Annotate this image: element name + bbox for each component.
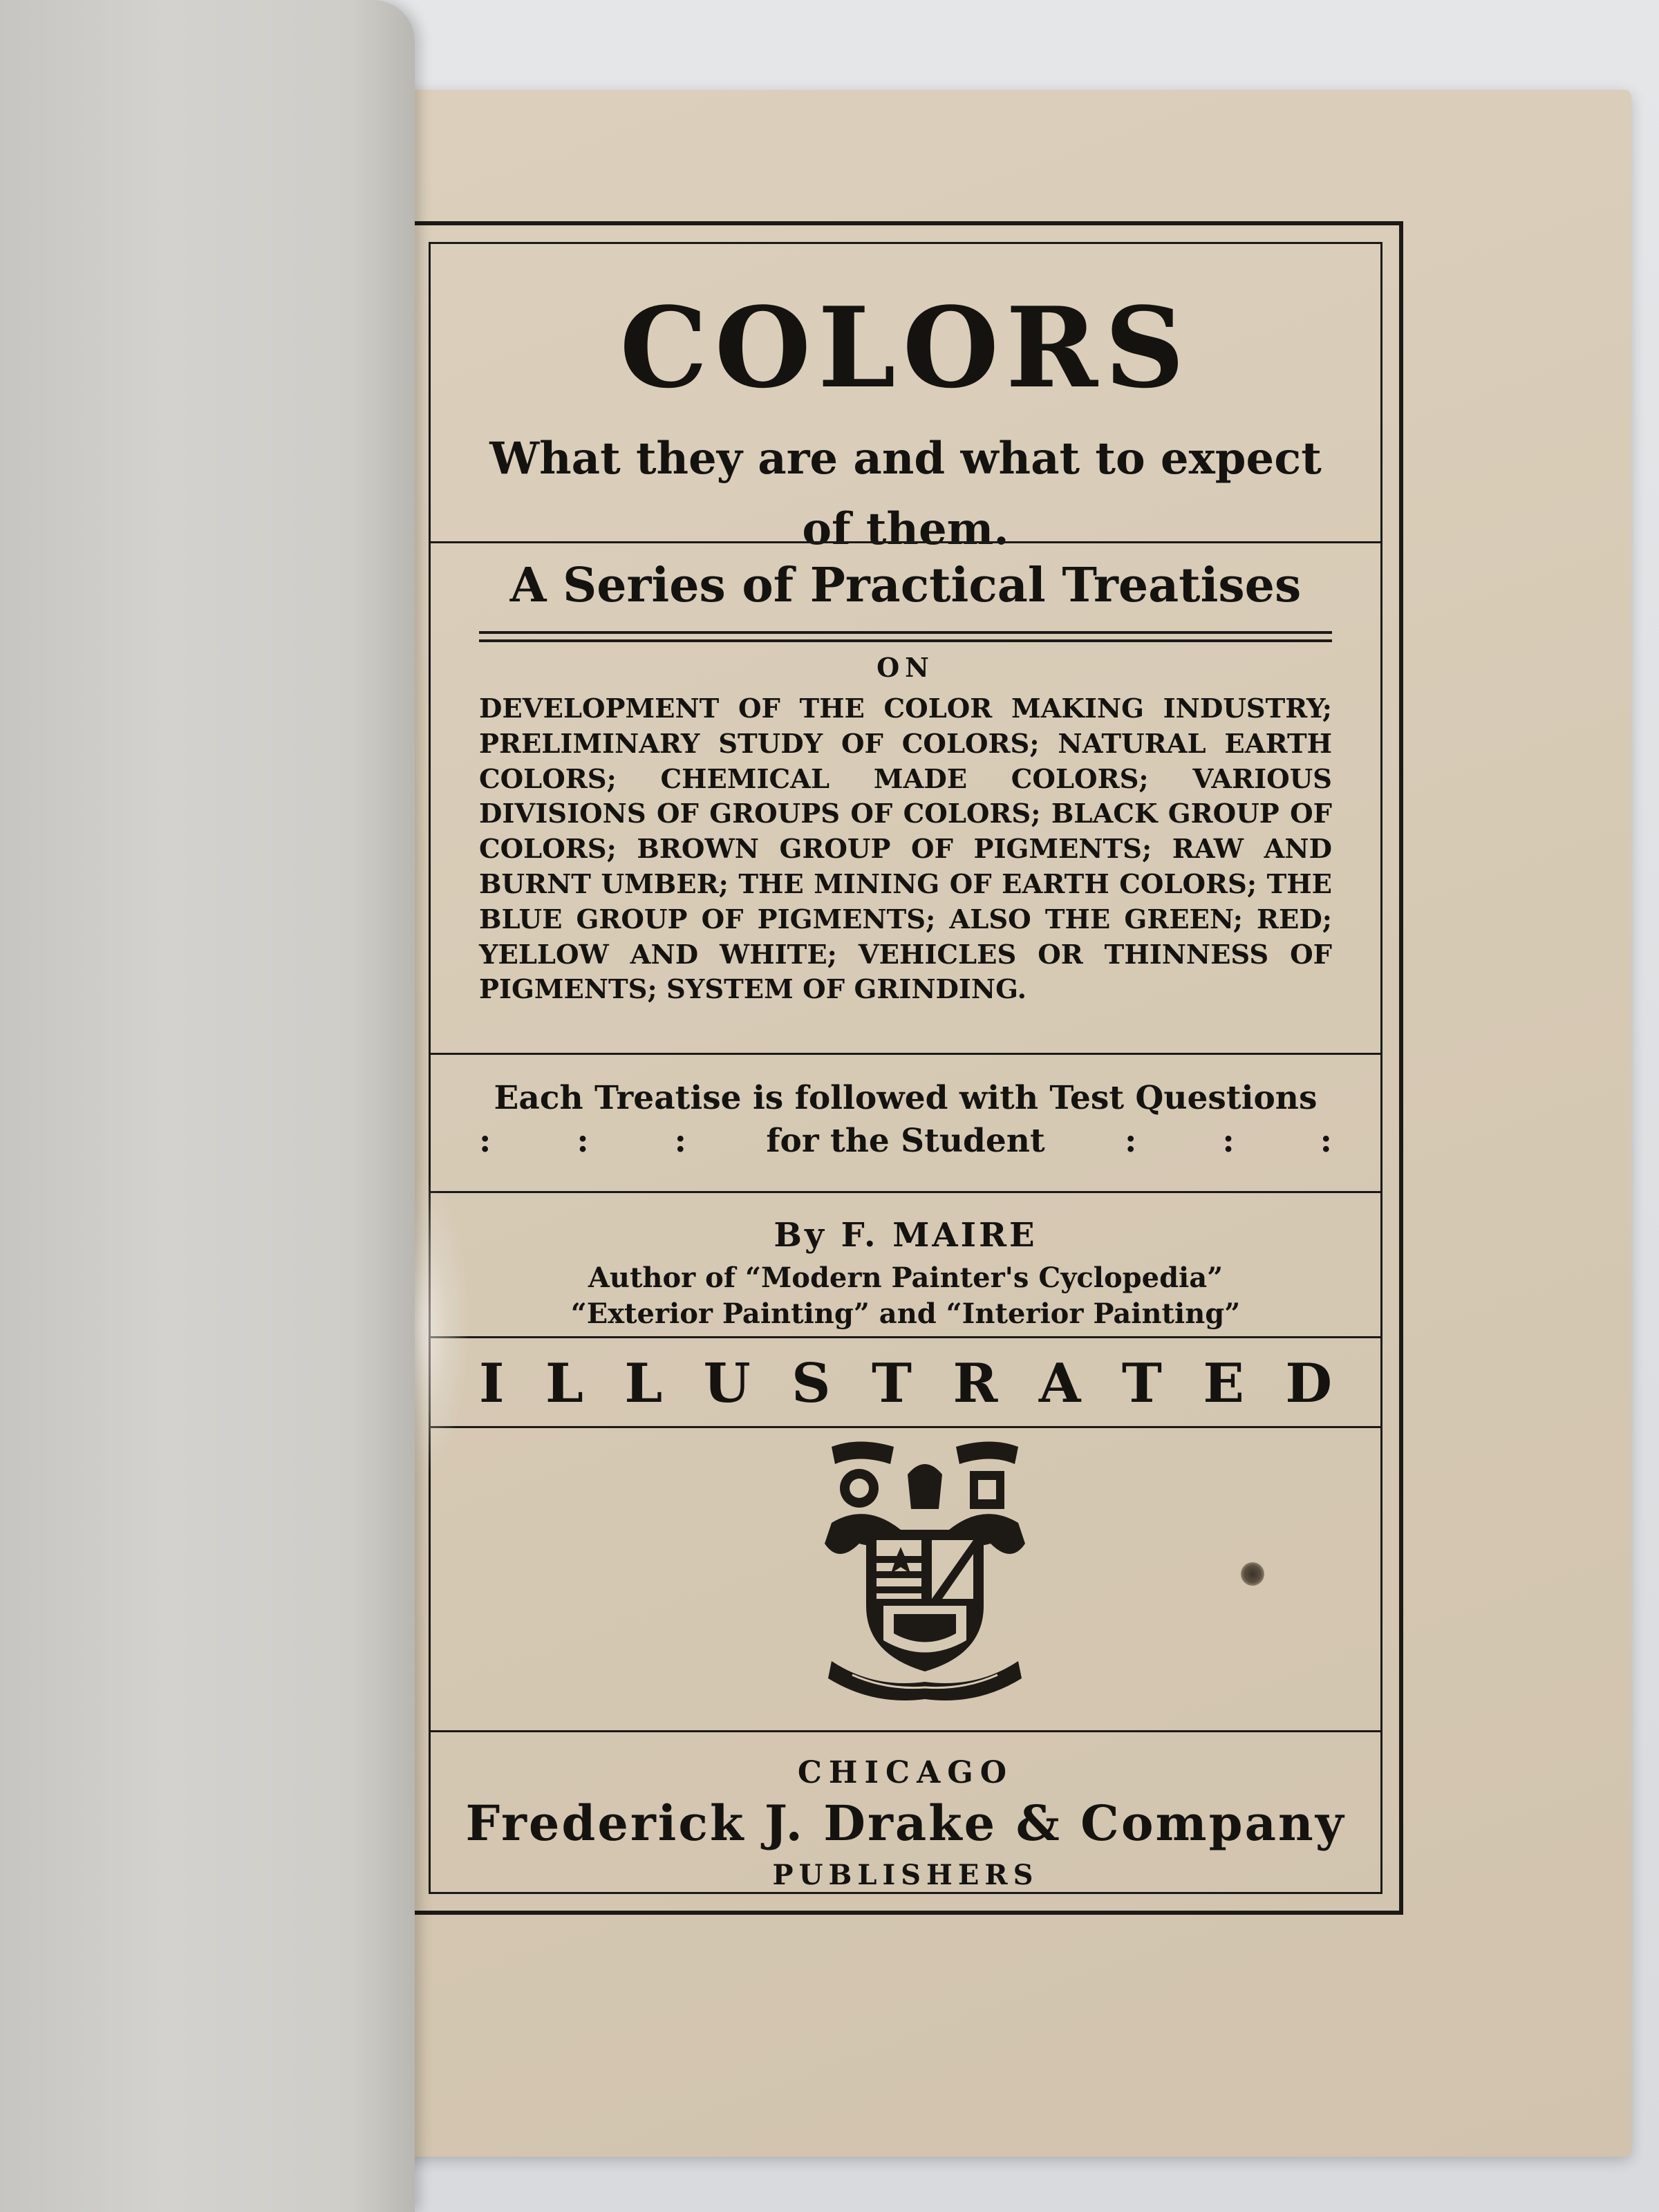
illustrated-letter: U xyxy=(703,1352,751,1415)
ornament-dots: : : : xyxy=(1125,1122,1332,1160)
divider-rule xyxy=(431,541,1380,543)
publisher-name: Frederick J. Drake & Company xyxy=(465,1794,1346,1852)
divider-rule xyxy=(431,1730,1380,1732)
left-blank-page xyxy=(0,0,415,2212)
illustrated-letter: E xyxy=(1203,1352,1244,1415)
series-underline xyxy=(479,639,1332,642)
test-questions-line-1: Each Treatise is followed with Test Questions xyxy=(494,1079,1318,1117)
test-questions-line-2: for the Student xyxy=(766,1122,1045,1160)
ornament-dots: : : : xyxy=(479,1122,686,1160)
illustrated-letter: L xyxy=(624,1352,663,1415)
book-title: COLORS xyxy=(619,283,1192,413)
divider-rule xyxy=(431,1053,1380,1055)
divider-rule xyxy=(431,1426,1380,1428)
topics-list: DEVELOPMENT OF THE COLOR MAKING INDUSTRY; PRELIMINARY STUDY OF COLORS; NATURAL EARTH COLORS; CHEMICAL MADE COLORS; VARIOUS DIVISIONS OF GROUPS OF COLORS; BLACK GROUP OF COLORS; BROWN GROUP OF PIGMENTS; RAW AND BURNT UMBER; THE MINING OF EARTH COLORS; THE BLUE GROUP OF PIGMENTS; ALSO THE GREEN; RED; YELLOW AND WHITE; VEHICLES OR THINNESS OF PIGMENTS; SYSTEM OF GRINDING. xyxy=(479,693,1332,1006)
illustrated-letter: T xyxy=(1121,1352,1162,1415)
title-page xyxy=(387,90,1631,2157)
author-works-line-1: Author of “Modern Painter's Cyclopedia” xyxy=(588,1262,1224,1294)
author-works xyxy=(431,1260,1380,1332)
coat-of-arms-emblem xyxy=(818,1433,1032,1703)
divider-rule xyxy=(431,1191,1380,1193)
illustrated-letter: L xyxy=(545,1352,583,1415)
publisher-city: CHICAGO xyxy=(797,1755,1014,1790)
author-name: By F. MAIRE xyxy=(774,1216,1038,1255)
author-works-line-2: “Exterior Painting” and “Interior Painting” xyxy=(570,1297,1241,1330)
series-underline xyxy=(479,631,1332,634)
paper-stain xyxy=(1241,1562,1264,1586)
inner-border-frame xyxy=(429,242,1382,1894)
illustrated-letter: T xyxy=(871,1352,912,1415)
illustrated-label xyxy=(479,1352,1332,1415)
illustrated-letter: A xyxy=(1038,1352,1081,1415)
series-heading: A Series of Practical Treatises xyxy=(509,558,1302,613)
outer-border-frame xyxy=(408,221,1403,1915)
on-label: ON xyxy=(877,652,935,683)
illustrated-letter: D xyxy=(1285,1352,1332,1415)
book-subtitle: What they are and what to expect of them. xyxy=(489,433,1322,555)
divider-rule xyxy=(431,1336,1380,1338)
illustrated-letter: R xyxy=(953,1352,998,1415)
test-questions-line-2-row xyxy=(479,1120,1332,1163)
test-questions-note xyxy=(479,1077,1332,1163)
publishers-label: PUBLISHERS xyxy=(772,1859,1039,1891)
illustrated-letter: I xyxy=(479,1352,505,1415)
illustrated-letter: S xyxy=(791,1352,831,1415)
